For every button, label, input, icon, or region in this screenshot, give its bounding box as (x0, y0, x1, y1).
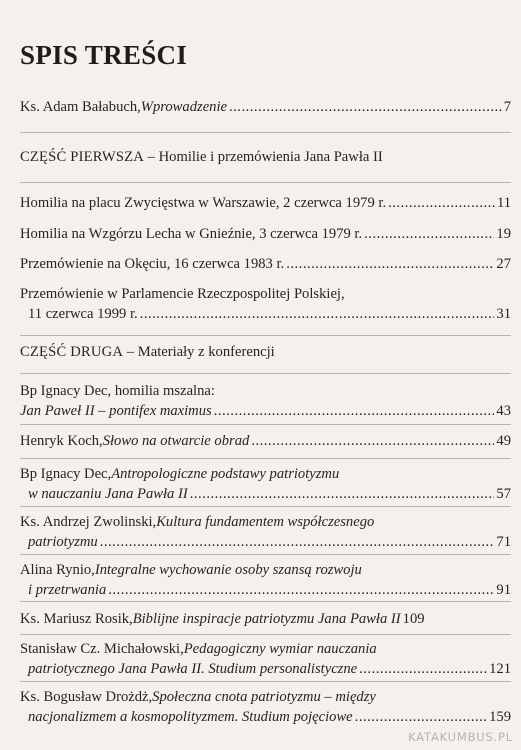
entry-title: Homilia na Wzgórzu Lecha w Gnieźnie, 3 czerwca 1979 r. (20, 226, 363, 242)
entry-title-line2: patriotycznego Jana Pawła II. Studium personalistyczne (28, 661, 358, 677)
entry-title-line2: Jan Paweł II – pontifex maximus (20, 403, 212, 419)
toc-entry (20, 224, 511, 244)
entry-title-line1: Przemówienie w Parlamencie Rzeczpospolitej Polskiej, (20, 286, 345, 302)
section-divider (20, 458, 511, 459)
page-number: 91 (496, 582, 511, 598)
section-divider (20, 132, 511, 133)
toc-entry (20, 431, 511, 451)
entry-title-line1: Integralne wychowanie osoby szansą rozwoju (94, 562, 362, 578)
dot-leader (190, 484, 495, 504)
page-number: 49 (496, 433, 511, 449)
page-number: 11 (496, 195, 511, 211)
toc-entry (20, 193, 511, 213)
page-number: 27 (496, 256, 511, 272)
entry-title: Homilia na placu Zwycięstwa w Warszawie, 2 czerwca 1979 r. (20, 195, 387, 211)
entry-author: Alina Rynio, (20, 562, 95, 578)
section-divider (20, 506, 511, 507)
entry-author: Bp Ignacy Dec, (20, 466, 112, 482)
page-number: 57 (496, 486, 511, 502)
toc-entry (20, 284, 511, 324)
page-number: 109 (402, 611, 425, 627)
dot-leader (100, 532, 495, 552)
entry-author: Ks. Bogusław Drożdż, (20, 689, 153, 705)
entry-title: Przemówienie na Okęciu, 16 czerwca 1983 r. (20, 256, 285, 272)
dot-leader (388, 193, 495, 213)
toc-entry (20, 560, 511, 600)
page-number: 121 (489, 661, 511, 677)
section-divider (20, 601, 511, 602)
entry-title-line2: patriotyzmu (28, 534, 98, 550)
section-heading-part1 (20, 149, 383, 166)
section-divider (20, 634, 511, 635)
section-divider (20, 373, 511, 374)
entry-title: Biblijne inspiracje patriotyzmu Jana Pawła II (132, 611, 401, 627)
entry-author: Ks. Andrzej Zwolinski, (20, 514, 157, 530)
page-number: 7 (503, 99, 511, 115)
toc-entry (20, 254, 511, 274)
entry-title: Wprowadzenie (140, 99, 227, 115)
section-divider (20, 554, 511, 555)
dot-leader (108, 580, 494, 600)
dot-leader (286, 254, 494, 274)
toc-entry (20, 687, 511, 727)
section-divider (20, 335, 511, 336)
page-title: SPIS TREŚCI (20, 40, 188, 70)
dot-leader (355, 707, 487, 727)
toc-entry-intro (20, 97, 511, 117)
section-part-label: CZĘŚĆ PIERWSZA (20, 149, 145, 165)
toc-entry (20, 381, 511, 421)
entry-title-line1: Pedagogiczny wymiar nauczania (183, 641, 377, 657)
toc-entry (20, 609, 511, 629)
entry-title-line2: 11 czerwca 1999 r. (28, 306, 138, 322)
section-divider (20, 424, 511, 425)
entry-author: Ks. Adam Bałabuch, (20, 99, 141, 115)
entry-title-line2: nacjonalizmem a kosmopolityzmem. Studium pojęciowe (28, 709, 353, 725)
section-divider (20, 681, 511, 682)
entry-title-line2: w nauczaniu Jana Pawła II (28, 486, 188, 502)
entry-title-line1: Antropologiczne podstawy patriotyzmu (111, 466, 340, 482)
entry-author: Stanisław Cz. Michałowski, (20, 641, 184, 657)
entry-title-line2: i przetrwania (28, 582, 107, 598)
dot-leader (359, 659, 487, 679)
page-number: 31 (496, 306, 511, 322)
dot-leader (251, 431, 494, 451)
section-subtitle: – Materiały z konferencji (123, 344, 275, 360)
toc-entry (20, 512, 511, 552)
entry-author: Henryk Koch, (20, 433, 103, 449)
section-heading-part2 (20, 344, 275, 361)
toc-entry (20, 639, 511, 679)
section-subtitle: – Homilie i przemówienia Jana Pawła II (144, 149, 383, 165)
section-part-label: CZĘŚĆ DRUGA (20, 344, 124, 360)
entry-title: Słowo na otwarcie obrad (102, 433, 250, 449)
toc-entry (20, 464, 511, 504)
page-number: 19 (496, 226, 511, 242)
page-number: 71 (496, 534, 511, 550)
page-number: 43 (496, 403, 511, 419)
section-divider (20, 182, 511, 183)
page-number: 159 (489, 709, 511, 725)
entry-title-line1: Społeczna cnota patriotyzmu – między (152, 689, 376, 705)
dot-leader (214, 401, 495, 421)
entry-title-line1: Bp Ignacy Dec, homilia mszalna: (20, 383, 215, 399)
dot-leader (229, 97, 502, 117)
entry-author: Ks. Mariusz Rosik, (20, 611, 133, 627)
dot-leader (140, 304, 495, 324)
dot-leader (364, 224, 494, 244)
entry-title-line1: Kultura fundamentem współczesnego (156, 514, 375, 530)
watermark: KATAKUMBUS.PL (408, 730, 513, 744)
